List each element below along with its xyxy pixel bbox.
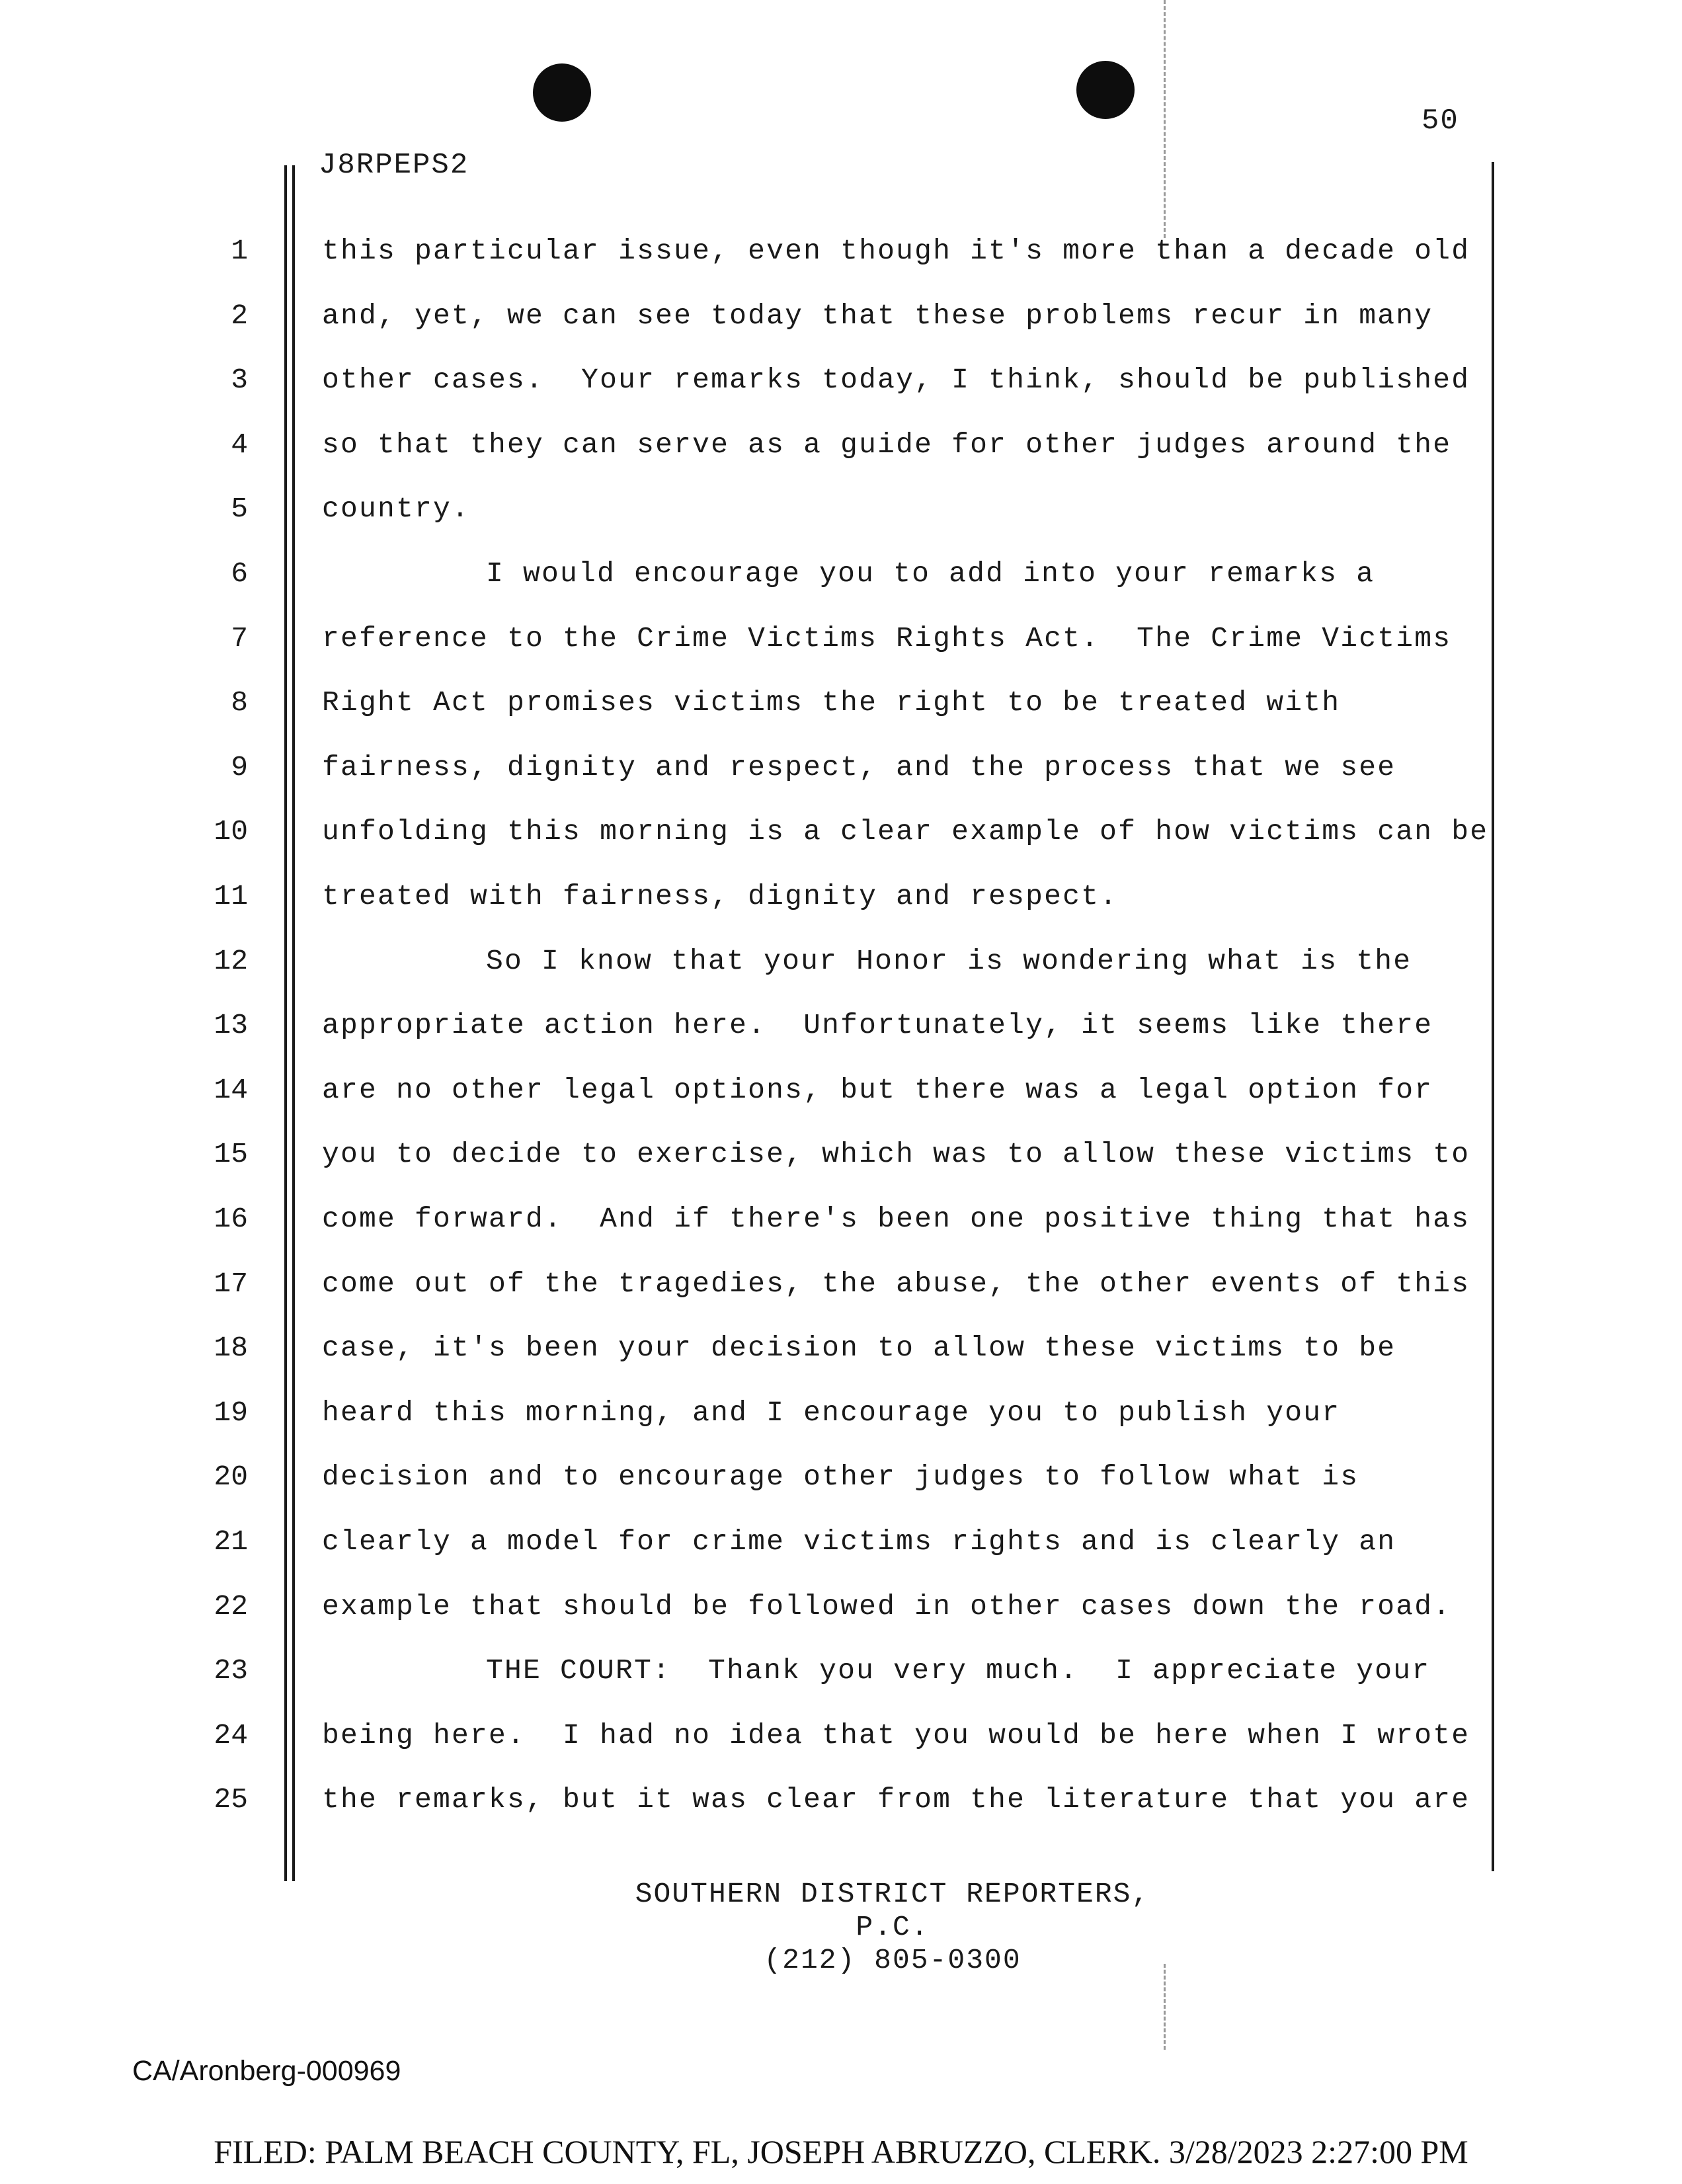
transcript-line: reference to the Crime Victims Rights Act. The Crime Victims [322, 622, 1452, 655]
line-number: 21 [214, 1525, 248, 1558]
case-id: J8RPEPS2 [319, 149, 469, 182]
transcript-line: other cases. Your remarks today, I think, should be published [322, 364, 1470, 396]
transcript-line: you to decide to exercise, which was to allow these victims to [322, 1138, 1470, 1170]
page-number: 50 [1422, 104, 1459, 138]
transcript-line: and, yet, we can see today that these problems recur in many [322, 300, 1433, 332]
left-margin-rule-inner [292, 165, 295, 1881]
transcript-line: the remarks, but it was clear from the literature that you are [322, 1783, 1470, 1816]
line-number: 7 [231, 622, 248, 655]
line-number: 6 [231, 557, 248, 590]
transcript-line: treated with fairness, dignity and respect. [322, 880, 1119, 912]
reporter-footer [595, 1878, 1190, 1977]
line-number: 23 [214, 1654, 248, 1687]
transcript-line: come forward. And if there's been one positive thing that has [322, 1203, 1470, 1235]
reporter-phone: (212) 805-0300 [764, 1944, 1021, 1976]
transcript-line: this particular issue, even though it's more than a decade old [322, 235, 1470, 267]
reporter-name: SOUTHERN DISTRICT REPORTERS, P.C. [635, 1878, 1150, 1943]
line-number: 8 [231, 686, 248, 719]
transcript-line: I would encourage you to add into your remarks a [486, 557, 1375, 590]
bates-number: CA/Aronberg-000969 [132, 2055, 401, 2087]
line-number: 13 [214, 1009, 248, 1041]
line-number: 3 [231, 364, 248, 396]
transcript-line: appropriate action here. Unfortunately, it seems like there [322, 1009, 1433, 1041]
line-number: 17 [214, 1268, 248, 1300]
transcript-line: clearly a model for crime victims rights and is clearly an [322, 1525, 1396, 1558]
line-number: 11 [214, 880, 248, 912]
transcript-line: unfolding this morning is a clear example of how victims can be [322, 815, 1489, 848]
line-number: 22 [214, 1590, 248, 1623]
transcript-line: fairness, dignity and respect, and the process that we see [322, 751, 1396, 784]
line-number: 19 [214, 1396, 248, 1429]
punch-hole-left [533, 63, 591, 122]
transcript-line: So I know that your Honor is wondering what is the [486, 945, 1412, 977]
transcript-line: heard this morning, and I encourage you to publish your [322, 1396, 1341, 1429]
punch-hole-right [1076, 61, 1135, 119]
line-number: 20 [214, 1461, 248, 1493]
line-number: 4 [231, 428, 248, 461]
filed-stamp: FILED: PALM BEACH COUNTY, FL, JOSEPH ABRUZZO, CLERK. 3/28/2023 2:27:00 PM [214, 2133, 1468, 2170]
line-number: 14 [214, 1074, 248, 1106]
line-number: 12 [214, 945, 248, 977]
transcript-line: country. [322, 493, 471, 525]
line-number: 24 [214, 1719, 248, 1752]
line-number: 1 [231, 235, 248, 267]
line-number: 2 [231, 300, 248, 332]
scan-artifact-top [1164, 0, 1166, 238]
line-number: 10 [214, 815, 248, 848]
transcript-line: THE COURT: Thank you very much. I appreciate your [486, 1654, 1431, 1687]
transcript-line: case, it's been your decision to allow these victims to be [322, 1332, 1396, 1364]
line-number: 5 [231, 493, 248, 525]
line-number: 16 [214, 1203, 248, 1235]
transcript-line: come out of the tragedies, the abuse, the other events of this [322, 1268, 1470, 1300]
line-number: 18 [214, 1332, 248, 1364]
right-margin-rule [1492, 162, 1494, 1871]
line-number: 15 [214, 1138, 248, 1170]
line-number: 9 [231, 751, 248, 784]
transcript-line: example that should be followed in other cases down the road. [322, 1590, 1452, 1623]
line-number: 25 [214, 1783, 248, 1816]
transcript-line: being here. I had no idea that you would be here when I wrote [322, 1719, 1470, 1752]
transcript-line: Right Act promises victims the right to be treated with [322, 686, 1341, 719]
transcript-line: are no other legal options, but there was a legal option for [322, 1074, 1433, 1106]
transcript-line: so that they can serve as a guide for other judges around the [322, 428, 1452, 461]
transcript-line: decision and to encourage other judges to follow what is [322, 1461, 1359, 1493]
left-margin-rule-outer [284, 165, 287, 1881]
